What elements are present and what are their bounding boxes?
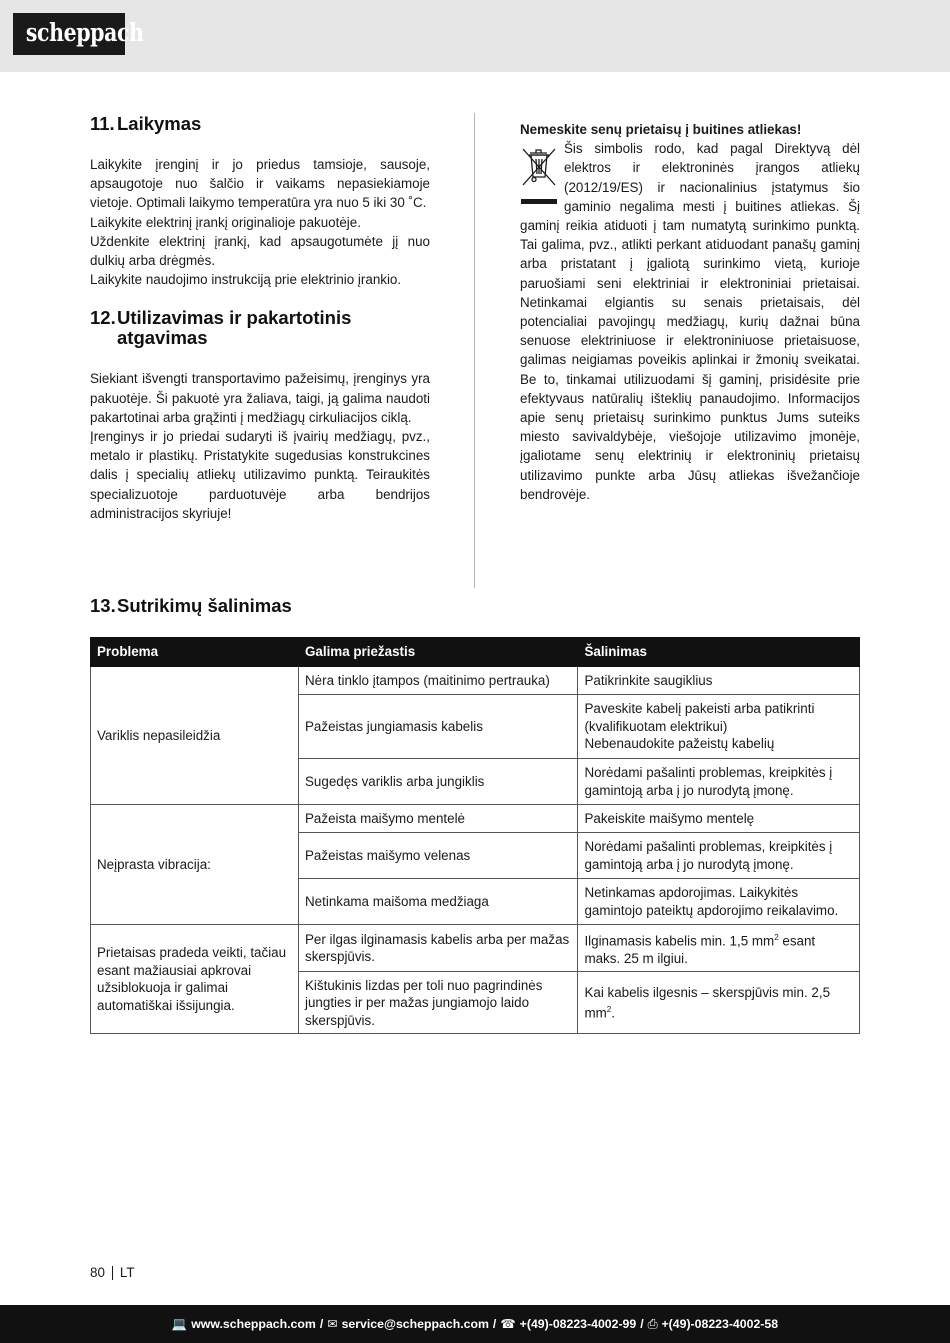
- scheppach-logo: scheppach: [13, 13, 125, 55]
- problem-cell: Neįprasta vibracija:: [91, 805, 299, 925]
- section-title: Utilizavimas ir pakartotinis atgavimas: [117, 307, 352, 349]
- footer-separator: /: [640, 1317, 644, 1331]
- remedy-text: .: [611, 1005, 615, 1021]
- mail-icon: ✉: [327, 1317, 338, 1331]
- remedy-cell: Pakeiskite maišymo mentelę: [578, 805, 860, 833]
- superscript: 2: [606, 1005, 612, 1015]
- footer-email-link[interactable]: service@scheppach.com: [341, 1317, 489, 1331]
- remedy-cell: Paveskite kabelį pakeisti arba patikrinti (kvalifikuotam elektrikui) Nebenaudokite pažeistų kabelių: [578, 695, 860, 759]
- cause-cell: Pažeistas jungiamasis kabelis: [299, 695, 578, 759]
- cause-cell: Netinkama maišoma medžiaga: [299, 879, 578, 925]
- column-header: Problema: [91, 638, 299, 667]
- crossed-out-wheelie-bin-icon: [520, 141, 558, 205]
- table-row: [91, 805, 860, 833]
- cause-cell: Nėra tinklo įtampos (maitinimo pertrauka): [299, 667, 578, 695]
- page-number: [90, 1265, 135, 1280]
- section-number: 13.: [90, 595, 116, 616]
- section-title: Laikymas: [117, 113, 202, 134]
- remedy-cell: [578, 972, 860, 1034]
- page-number-value: 80: [90, 1265, 105, 1280]
- cause-cell: Per ilgas ilginamasis kabelis arba per mažas skerspjūvis.: [299, 925, 578, 972]
- cause-cell: Pažeistas maišymo velenas: [299, 833, 578, 879]
- cause-cell: Sugedęs variklis arba jungiklis: [299, 759, 578, 805]
- page-language: LT: [119, 1265, 135, 1280]
- table-row: [91, 667, 860, 695]
- remedy-cell: [578, 925, 860, 972]
- footer-fax: +(49)-08223-4002-58: [661, 1317, 779, 1331]
- problem-cell: Prietaisas pradeda veikti, tačiau esant mažiausiai apkrovai užsiblokuoja ir galimai automatiškai išsijungia.: [91, 925, 299, 1034]
- section-number: 12.: [90, 307, 116, 329]
- right-column: [520, 120, 860, 504]
- footer-website-link[interactable]: www.scheppach.com: [191, 1317, 316, 1331]
- section-number: 11.: [90, 113, 115, 134]
- column-header: Galima priežastis: [299, 638, 578, 667]
- section-12-heading: [90, 308, 430, 348]
- page-separator: [112, 1266, 113, 1280]
- footer-separator: /: [492, 1317, 497, 1331]
- disposal-paragraph: Įrenginys ir jo priedai sudaryti iš įvairių medžiagų, pvz., metalo ir plastikų. Pristatykite sugedusias konstrukcines dalis į specialių atliekų utilizavimo punktą. Teiraukitės specializuotoje parduotuvėje arba bendrijos administracijos skyriuje!: [90, 429, 430, 521]
- remedy-cell: Norėdami pašalinti problemas, kreipkitės į gamintoją arba į jo nurodytą įmonę.: [578, 833, 860, 879]
- weee-text: Šis simbolis rodo, kad pagal Direktyvą dėl elektros ir elektroninės įrangos atliekų (2012/19/ES) ir nacionalinius įstatymus šio gaminio negalima mesti į buitines atliekas. Šį gaminį reikia atiduoti į tam numatytą surinkimo punktą. Tai galima, pvz., atlikti perkant atiduodant panašų gaminį arba pristatant į įgaliotą surinkimo vietą, kurioje paruošiami seni elektriniai ir elektroniniai prietaisai. Netinkamai elgiantis su senais prietaisais, dėl potencialiai pavojingų medžiagų, kurių dažnai būna senuose elektriniuose ir elektroniniuose prietaisuose, galimas neigiamas poveikis aplinkai ir žmonių sveikatai. Be to, tinkamai utilizuodami šį gaminį, prisidėsite prie efektyvaus natūralių išteklių panaudojimo. Informacijos apie senų prietaisų surinkimo punktus Jums suteiks miesto savivaldybėje, viešojoje utilizavimo įmonėje, įgaliotame senų elektrinių ir elektroninių prietaisų utilizavimo punkte arba Jūsų atliekas išvežančioje bendrovėje.: [520, 141, 860, 502]
- remedy-text: Kai kabelis ilgesnis – skerspjūvis min. 2,5 mm: [584, 984, 831, 1021]
- storage-paragraph: Uždenkite elektrinį įrankį, kad apsaugotumėte jį nuo dulkių arba drėgmės.: [90, 233, 430, 269]
- remedy-cell: Netinkamas apdorojimas. Laikykitės gamintojo pateiktų apdorojimo reikalavimo.: [578, 879, 860, 925]
- remedy-cell: Patikrinkite saugiklius: [578, 667, 860, 695]
- remedy-cell: Norėdami pašalinti problemas, kreipkitės į gamintoją arba į jo nurodytą įmonę.: [578, 759, 860, 805]
- table-header-row: [91, 638, 860, 667]
- footer-bar: [0, 1305, 950, 1343]
- cause-cell: Kištukinis lizdas per toli nuo pagrindinės jungties ir per mažas jungiamojo laido skerspjūvis.: [299, 972, 578, 1034]
- weee-heading: Nemeskite senų prietaisų į buitines atliekas!: [520, 122, 802, 137]
- section-11-heading: [90, 114, 430, 134]
- superscript: 2: [774, 933, 779, 942]
- footer-separator: /: [319, 1317, 324, 1331]
- fax-icon: ⎙: [647, 1316, 658, 1331]
- section-13-heading: [90, 596, 292, 616]
- header-bar: [0, 0, 950, 72]
- remedy-text: Ilginamasis kabelis min. 1,5 mm: [584, 933, 775, 949]
- section-title: Sutrikimų šalinimas: [117, 595, 292, 616]
- storage-paragraph: Laikykite naudojimo instrukciją prie elektrinio įrankio.: [90, 272, 402, 288]
- remedy-text: esant maks. 25 m ilgiui.: [584, 933, 816, 966]
- storage-paragraph: Laikykite elektrinį įrankį originalioje pakuotėje.: [90, 214, 361, 230]
- table-row: [91, 925, 860, 972]
- problem-cell: Variklis nepasileidžia: [91, 667, 299, 805]
- column-header: Šalinimas: [578, 638, 860, 667]
- phone-icon: ☎: [500, 1317, 516, 1331]
- left-column: [90, 114, 430, 523]
- computer-icon: 💻: [171, 1316, 188, 1331]
- weee-block: [520, 139, 860, 504]
- column-divider: [474, 113, 475, 588]
- storage-paragraph: Laikykite įrenginį ir jo priedus tamsioje, sausoje, apsaugotoje nuo šalčio ir vaikams nepasiekiamoje vietoje. Optimali laikymo temperatūra yra nuo 5 iki 30 ˚C.: [90, 157, 430, 211]
- troubleshooting-table: [90, 637, 860, 1034]
- disposal-paragraph: Siekiant išvengti transportavimo pažeisimų, įrenginys yra pakuotėje. Ši pakuotė yra žaliava, taigi, ją galima naudoti pakartotinai arba grąžinti į medžiagų cirkuliacijos ciklą.: [90, 371, 430, 425]
- cause-cell: Pažeista maišymo mentelė: [299, 805, 578, 833]
- footer-phone: +(49)-08223-4002-99: [519, 1317, 637, 1331]
